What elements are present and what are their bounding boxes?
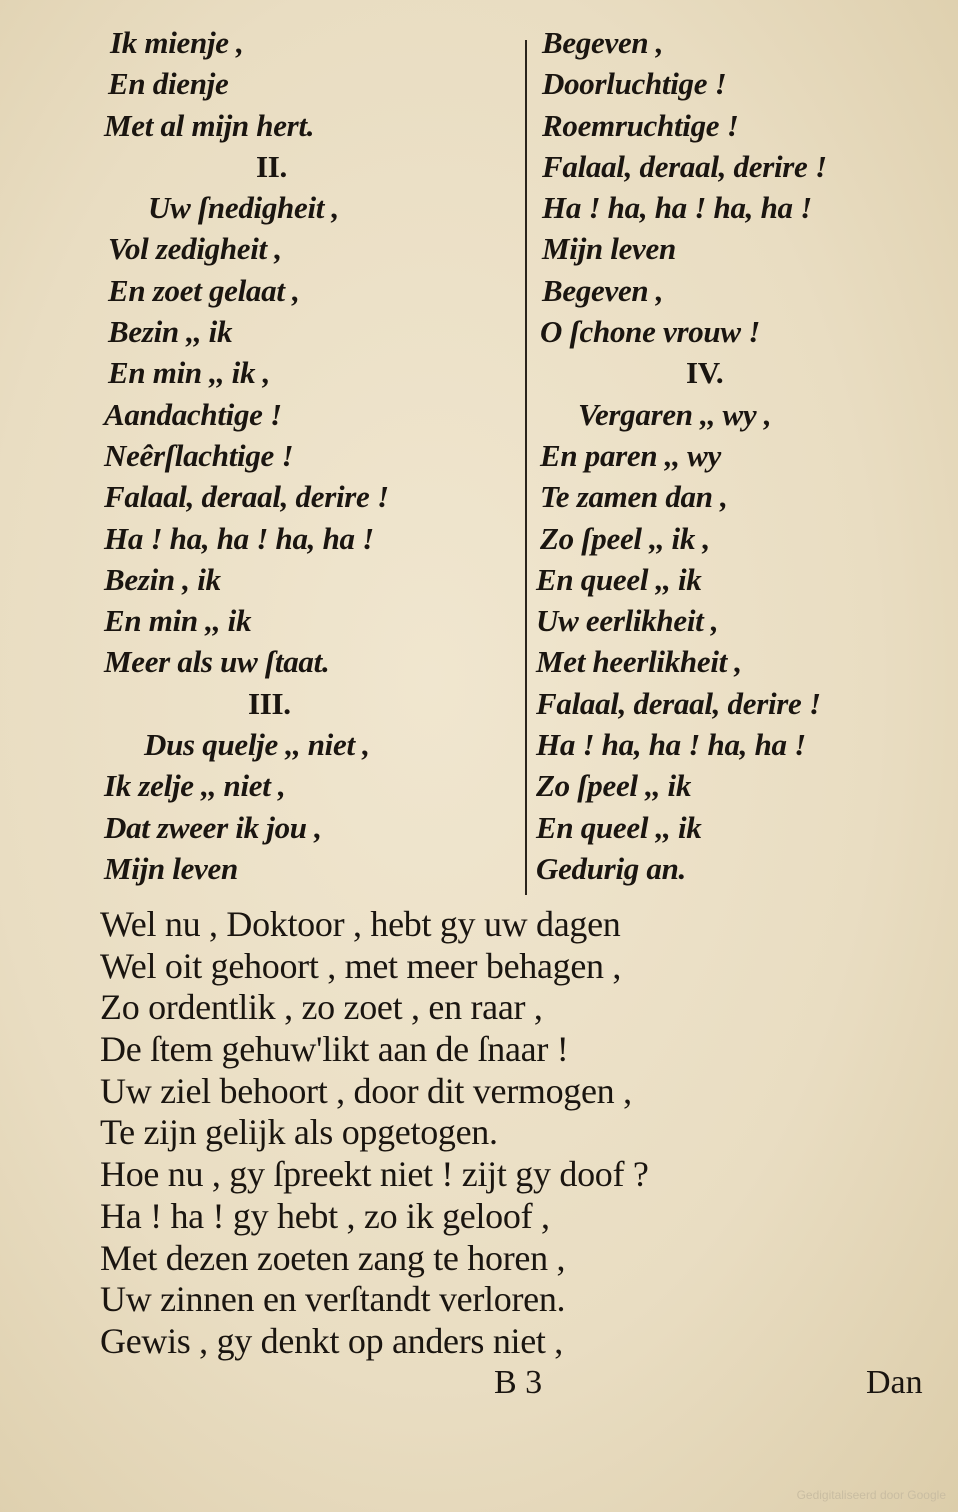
prose-line: Hoe nu , gy ſpreekt niet ! zijt gy doof ? xyxy=(100,1154,649,1195)
verse-line: Bezin , ik xyxy=(104,561,221,597)
verse-line: Gedurig an. xyxy=(536,850,687,886)
verse-line: Falaal, deraal, derire ! xyxy=(536,685,821,721)
verse-line: Aandachtige ! xyxy=(104,396,282,432)
page-footer xyxy=(0,1364,958,1408)
stanza-number: III. xyxy=(248,685,291,721)
verse-column-left xyxy=(104,22,514,889)
verse-line: En min ,, ik xyxy=(104,603,252,639)
prose-line: Uw zinnen en verſtandt verloren. xyxy=(100,1279,566,1320)
stanza-number: II. xyxy=(256,148,287,184)
verse-line: Dat zweer ik jou , xyxy=(104,809,322,845)
column-divider xyxy=(525,40,527,895)
verse-line: Falaal, deraal, derire ! xyxy=(104,479,389,515)
prose-line: Uw ziel behoort , door dit vermogen , xyxy=(100,1070,632,1111)
prose-line: Zo ordentlik , zo zoet , en raar , xyxy=(100,987,543,1028)
verse-line: Te zamen dan , xyxy=(540,479,728,515)
verse-line: Zo ſpeel ,, ik , xyxy=(540,520,710,556)
verse-line: Met heerlikheit , xyxy=(536,644,742,680)
verse-line: Vol zedigheit , xyxy=(108,231,282,267)
verse-line: Ik zelje ,, niet , xyxy=(104,768,286,804)
verse-line: Uw ſnedigheit , xyxy=(148,190,339,226)
verse-line: Mijn leven xyxy=(542,231,676,267)
verse-line: En queel ,, ik xyxy=(536,561,702,597)
verse-line: Vergaren ,, wy , xyxy=(578,396,772,432)
verse-line: Uw eerlikheit , xyxy=(536,603,719,639)
verse-line: Doorluchtige ! xyxy=(542,66,727,102)
digitization-watermark: Gedigitaliseerd door Google xyxy=(796,1488,946,1502)
prose-line: Met dezen zoeten zang te horen , xyxy=(100,1237,566,1278)
verse-line: Ha ! ha, ha ! ha, ha ! xyxy=(536,727,806,763)
verse-line: Begeven , xyxy=(542,25,664,60)
verse-line: En queel ,, ik xyxy=(536,809,702,845)
verse-line: Mijn leven xyxy=(104,850,238,886)
prose-block xyxy=(100,904,930,1363)
prose-line: De ſtem gehuw'likt aan de ſnaar ! xyxy=(100,1029,569,1070)
verse-line: Falaal, deraal, derire ! xyxy=(542,148,827,184)
verse-column-right xyxy=(536,22,936,889)
verse-line: En zoet gelaat , xyxy=(108,272,300,308)
prose-line: Te zijn gelijk als opgetogen. xyxy=(100,1112,498,1153)
verse-line: Bezin ,, ik xyxy=(108,314,233,350)
verse-line: Ha ! ha, ha ! ha, ha ! xyxy=(542,190,812,226)
prose-line: Gewis , gy denkt op anders niet , xyxy=(100,1320,564,1361)
verse-line: En dienje xyxy=(108,66,229,102)
verse-line: Zo ſpeel ,, ik xyxy=(536,768,692,804)
verse-line: Meer als uw ſtaat. xyxy=(104,644,330,680)
prose-line: Wel nu , Doktoor , hebt gy uw dagen xyxy=(100,904,621,944)
stanza-number: IV. xyxy=(686,355,724,391)
catchword: Dan xyxy=(866,1364,923,1401)
verse-line: Roemruchtige ! xyxy=(542,107,739,143)
verse-line: Ik mienje , xyxy=(110,25,244,60)
verse-line: En min ,, ik , xyxy=(108,355,271,391)
signature-mark: B 3 xyxy=(494,1364,543,1401)
prose-line: Wel oit gehoort , met meer behagen , xyxy=(100,945,622,986)
verse-line: Begeven , xyxy=(542,272,664,308)
verse-line: Dus quelje ,, niet , xyxy=(144,727,370,763)
verse-line: Met al mijn hert. xyxy=(104,107,315,143)
prose-line: Ha ! ha ! gy hebt , zo ik geloof , xyxy=(100,1195,550,1236)
verse-line: O ſchone vrouw ! xyxy=(540,314,760,350)
verse-line: Neêrſlachtige ! xyxy=(104,437,294,473)
verse-line: Ha ! ha, ha ! ha, ha ! xyxy=(104,520,374,556)
verse-line: En paren ,, wy xyxy=(540,437,721,473)
